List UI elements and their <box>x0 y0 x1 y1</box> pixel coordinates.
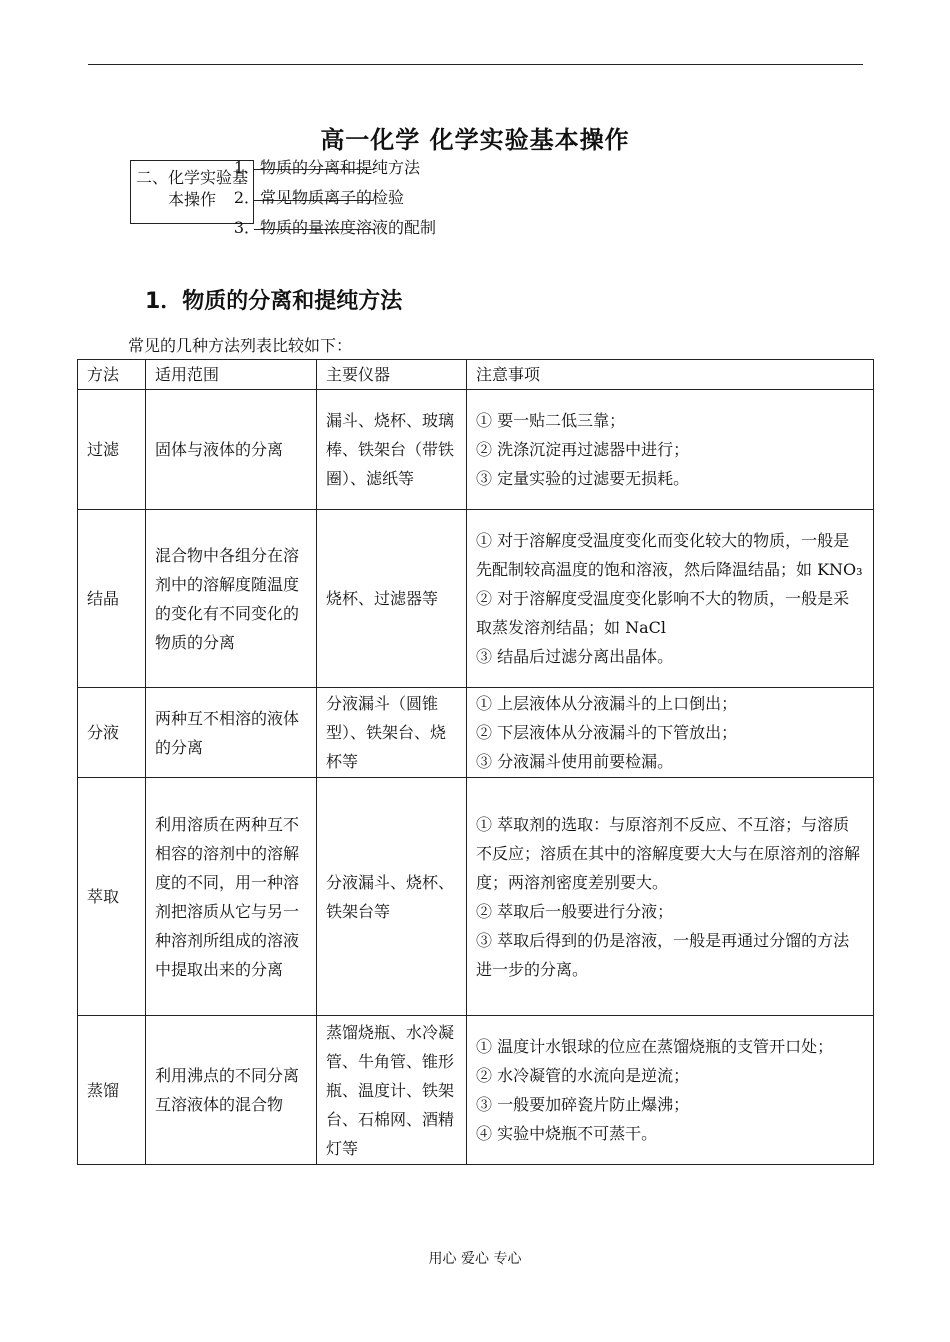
outline-item-1 <box>232 155 420 178</box>
outline-item-3 <box>232 215 436 238</box>
notes-cell <box>467 778 874 1016</box>
notes-cell <box>467 1016 874 1165</box>
apparatus-cell: 漏斗、烧杯、玻璃棒、铁架台（带铁圈）、滤纸等 <box>317 390 467 510</box>
note-line: ② 对于溶解度受温度变化影响不大的物质，一般是采取蒸发溶剂结晶；如 NaCl <box>476 589 850 637</box>
scope-cell: 混合物中各组分在溶剂中的溶解度随温度的变化有不同变化的物质的分离 <box>146 510 317 688</box>
table-row <box>78 1016 874 1165</box>
scope-cell: 两种互不相溶的液体的分离 <box>146 688 317 778</box>
note-line: ③ 定量实验的过滤要无损耗。 <box>476 469 690 488</box>
scope-cell: 固体与液体的分离 <box>146 390 317 510</box>
outline-strike-line <box>254 200 374 201</box>
note-line: ① 要一贴二低三靠； <box>476 411 626 430</box>
outline-strike-line <box>254 169 374 170</box>
table-row <box>78 778 874 1016</box>
outline-box-label: 二、化学实验基本操作 <box>130 160 254 224</box>
apparatus-cell: 分液漏斗（圆锥型）、铁架台、烧杯等 <box>317 688 467 778</box>
notes-cell <box>467 688 874 778</box>
table-row <box>78 390 874 510</box>
note-line: ① 萃取剂的选取：与原溶剂不反应、不互溶；与溶质不反应；溶质在其中的溶解度要大大与在原溶剂的溶解度；两溶剂密度差别要大。 <box>476 814 861 892</box>
note-line: ① 上层液体从分液漏斗的上口倒出； <box>476 694 738 713</box>
apparatus-cell: 蒸馏烧瓶、水冷凝管、牛角管、锥形瓶、温度计、铁架台、石棉网、酒精灯等 <box>317 1016 467 1165</box>
note-line: ④ 实验中烧瓶不可蒸干。 <box>476 1124 658 1143</box>
table-row <box>78 510 874 688</box>
method-cell: 过滤 <box>78 390 146 510</box>
method-cell: 萃取 <box>78 778 146 1016</box>
methods-table <box>77 359 874 1165</box>
table-header-row <box>78 360 874 390</box>
scope-cell: 利用溶质在两种互不相容的溶剂中的溶解度的不同，用一种溶剂把溶质从它与另一种溶剂所组成的溶液中提取出来的分离 <box>146 778 317 1016</box>
page-title: 高一化学 化学实验基本操作 <box>320 126 630 154</box>
method-cell: 结晶 <box>78 510 146 688</box>
header-notes: 注意事项 <box>467 360 874 390</box>
section-heading: 1．物质的分离和提纯方法 <box>145 289 403 314</box>
note-line: ③ 结晶后过滤分离出晶体。 <box>476 647 674 666</box>
outline-item-2 <box>232 185 404 208</box>
outline-item-number: 2． <box>233 188 260 207</box>
outline-item-number: 3． <box>233 218 260 237</box>
note-line: ③ 萃取后得到的仍是溶液，一般是再通过分馏的方法进一步的分离。 <box>476 930 850 979</box>
outline-strike-line <box>254 229 374 230</box>
note-line: ② 萃取后一般要进行分液； <box>476 901 674 921</box>
page-footer: 用心 爱心 专心 <box>428 1251 522 1267</box>
note-line: ③ 分液漏斗使用前要检漏。 <box>476 752 674 771</box>
apparatus-cell: 烧杯、过滤器等 <box>317 510 467 688</box>
note-line: ① 对于溶解度受温度变化而变化较大的物质，一般是先配制较高温度的饱和溶液，然后降温结晶；如 KNO₃ <box>476 531 863 579</box>
header-method: 方法 <box>78 360 146 390</box>
header-apparatus: 主要仪器 <box>317 360 467 390</box>
note-line: ② 下层液体从分液漏斗的下管放出； <box>476 723 738 742</box>
table-row <box>78 688 874 778</box>
outline-item-text: 常见物质离子的检验 <box>260 188 405 207</box>
section-intro: 常见的几种方法列表比较如下： <box>128 336 353 355</box>
note-line: ② 水冷凝管的水流向是逆流； <box>476 1066 690 1085</box>
notes-cell <box>467 390 874 510</box>
notes-cell <box>467 510 874 688</box>
apparatus-cell: 分液漏斗、烧杯、铁架台等 <box>317 778 467 1016</box>
header-rule <box>88 64 863 65</box>
header-scope: 适用范围 <box>146 360 317 390</box>
method-cell: 分液 <box>78 688 146 778</box>
outline-item-text: 物质的量浓度溶液的配制 <box>260 218 437 237</box>
method-cell: 蒸馏 <box>78 1016 146 1165</box>
note-line: ③ 一般要加碎瓷片防止爆沸； <box>476 1095 690 1114</box>
note-line: ② 洗涤沉淀再过滤器中进行； <box>476 440 690 459</box>
outline-item-text: 物质的分离和提纯方法 <box>260 158 421 177</box>
scope-cell: 利用沸点的不同分离互溶液体的混合物 <box>146 1016 317 1165</box>
outline-item-number: 1． <box>233 158 260 177</box>
note-line: ① 温度计水银球的位应在蒸馏烧瓶的支管开口处； <box>476 1037 834 1056</box>
